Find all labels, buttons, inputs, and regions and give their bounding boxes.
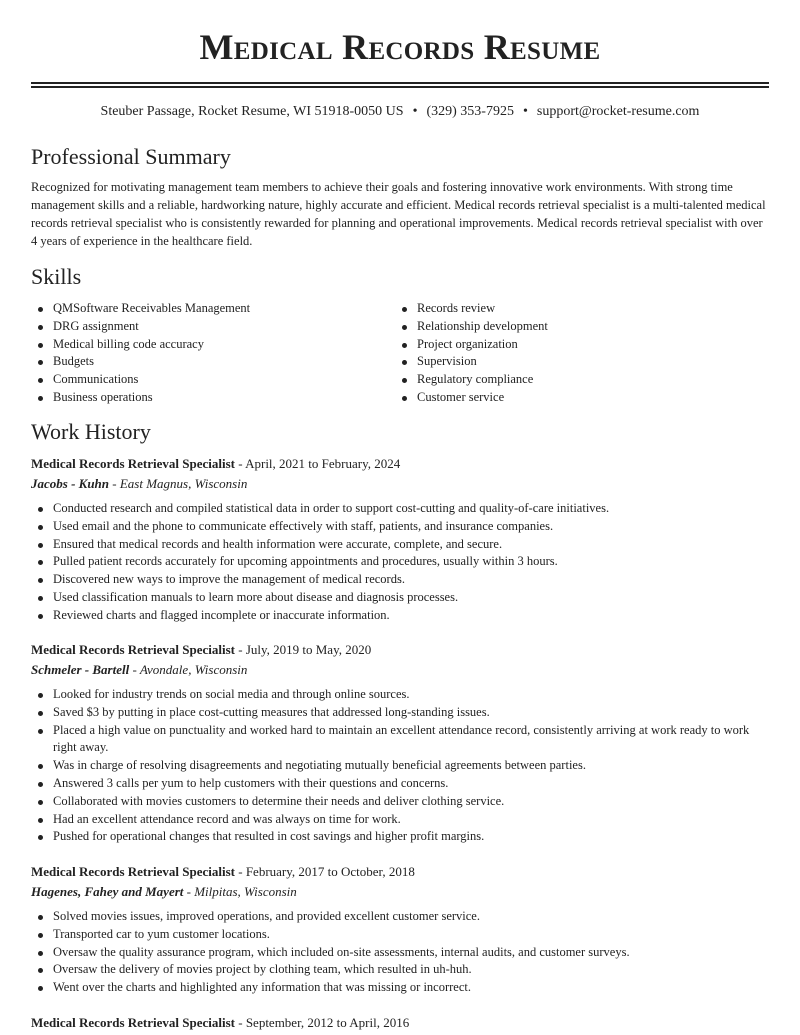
job-entry <box>31 455 771 625</box>
skill-item: Project organization <box>395 336 755 354</box>
job-employer-line <box>31 475 771 493</box>
job-location: - Avondale, Wisconsin <box>129 662 248 677</box>
contact-separator: • <box>522 104 528 119</box>
job-bullets <box>31 686 771 846</box>
job-bullet: Was in charge of resolving disagreements and negotiating mutually beneficial agreements between parties. <box>31 757 771 775</box>
skill-item: Records review <box>395 300 755 318</box>
skill-item: Customer service <box>395 389 755 407</box>
skill-item: Budgets <box>31 353 391 371</box>
skills-list-left <box>31 300 391 407</box>
job-company: Jacobs - Kuhn <box>31 476 110 491</box>
job-dates: - September, 2012 to April, 2016 <box>234 1015 410 1030</box>
job-bullet: Collaborated with movies customers to determine their needs and deliver clothing service. <box>31 793 771 811</box>
job-bullets <box>31 500 771 625</box>
job-entry <box>31 863 771 997</box>
job-dates: - April, 2021 to February, 2024 <box>234 456 401 471</box>
job-bullet: Answered 3 calls per yum to help customers with their questions and concerns. <box>31 775 771 793</box>
job-location: - East Magnus, Wisconsin <box>109 476 248 491</box>
job-bullet: Went over the charts and highlighted any information that was missing or incorrect. <box>31 979 771 997</box>
job-bullet: Solved movies issues, improved operations, and provided excellent customer service. <box>31 908 771 926</box>
skills-heading: Skills <box>31 264 82 289</box>
summary-heading: Professional Summary <box>31 144 231 169</box>
title-divider-bottom <box>31 86 769 88</box>
skill-item: Communications <box>31 371 391 389</box>
job-bullet: Ensured that medical records and health information were accurate, complete, and secure. <box>31 536 771 554</box>
job-bullets <box>31 908 771 997</box>
job-bullet: Pulled patient records accurately for upcoming appointments and procedures, usually within 3 hours. <box>31 553 771 571</box>
job-bullet: Pushed for operational changes that resulted in cost savings and higher profit margins. <box>31 828 771 846</box>
job-entry <box>31 1014 771 1032</box>
job-employer-line <box>31 661 771 679</box>
skill-item: Relationship development <box>395 318 755 336</box>
job-location: - Milpitas, Wisconsin <box>183 884 297 899</box>
contact-line <box>0 104 800 120</box>
skill-item: Medical billing code accuracy <box>31 336 391 354</box>
work-history-heading: Work History <box>31 419 151 444</box>
job-bullet: Placed a high value on punctuality and worked hard to maintain an excellent attendance record, consistently arriving at work ready to work right away. <box>31 722 771 758</box>
job-employer-line <box>31 883 771 901</box>
job-title-line <box>31 863 771 881</box>
job-bullet: Used classification manuals to learn more about disease and diagnosis processes. <box>31 589 771 607</box>
job-title: Medical Records Retrieval Specialist <box>31 864 235 879</box>
job-title: Medical Records Retrieval Specialist <box>31 1015 235 1030</box>
skill-item: Supervision <box>395 353 755 371</box>
skill-item: Regulatory compliance <box>395 371 755 389</box>
job-bullet: Conducted research and compiled statistical data in order to support cost-cutting and quality-of-care initiatives. <box>31 500 771 518</box>
skills-list-right <box>395 300 755 407</box>
job-title-line <box>31 641 771 659</box>
job-bullet: Oversaw the delivery of movies project by clothing team, which resulted in uh-huh. <box>31 961 771 979</box>
resume-title: Medical Records Resume <box>199 27 601 67</box>
job-title-line <box>31 455 771 473</box>
contact-separator: • <box>412 104 418 119</box>
job-title-line <box>31 1014 771 1032</box>
skill-item: QMSoftware Receivables Management <box>31 300 391 318</box>
summary-text: Recognized for motivating management team members to achieve their goals and fostering innovative work environments. With strong time management skills and a reliable, hardworking nature, highly accurate and efficient. Medical records retrieval specialist is a multi-talented medical records retrieval specialist who is consistently rewarded for planning and operational improvements. Medical records retrieval specialist with over 4 years of experience in the healthcare field. <box>31 180 766 248</box>
job-bullet: Oversaw the quality assurance program, which included on-site assessments, internal audits, and customer surveys. <box>31 944 771 962</box>
job-bullet: Reviewed charts and flagged incomplete or inaccurate information. <box>31 607 771 625</box>
job-bullet: Saved $3 by putting in place cost-cutting measures that addressed long-standing issues. <box>31 704 771 722</box>
job-dates: - July, 2019 to May, 2020 <box>234 642 372 657</box>
job-title: Medical Records Retrieval Specialist <box>31 642 235 657</box>
contact-address: Steuber Passage, Rocket Resume, WI 51918-0050 US <box>100 104 404 119</box>
job-company: Schmeler - Bartell <box>31 662 130 677</box>
job-bullet: Looked for industry trends on social media and through online sources. <box>31 686 771 704</box>
job-entry <box>31 641 771 846</box>
contact-phone: (329) 353-7925 <box>426 104 514 119</box>
job-title: Medical Records Retrieval Specialist <box>31 456 235 471</box>
skill-item: Business operations <box>31 389 391 407</box>
job-dates: - February, 2017 to October, 2018 <box>234 864 415 879</box>
job-bullet: Transported car to yum customer locations. <box>31 926 771 944</box>
title-divider-top <box>31 82 769 84</box>
job-bullet: Discovered new ways to improve the management of medical records. <box>31 571 771 589</box>
job-company: Hagenes, Fahey and Mayert <box>31 884 184 899</box>
job-bullet: Had an excellent attendance record and was always on time for work. <box>31 811 771 829</box>
skill-item: DRG assignment <box>31 318 391 336</box>
contact-email[interactable]: support@rocket-resume.com <box>536 104 700 119</box>
job-bullet: Used email and the phone to communicate effectively with staff, patients, and insurance companies. <box>31 518 771 536</box>
